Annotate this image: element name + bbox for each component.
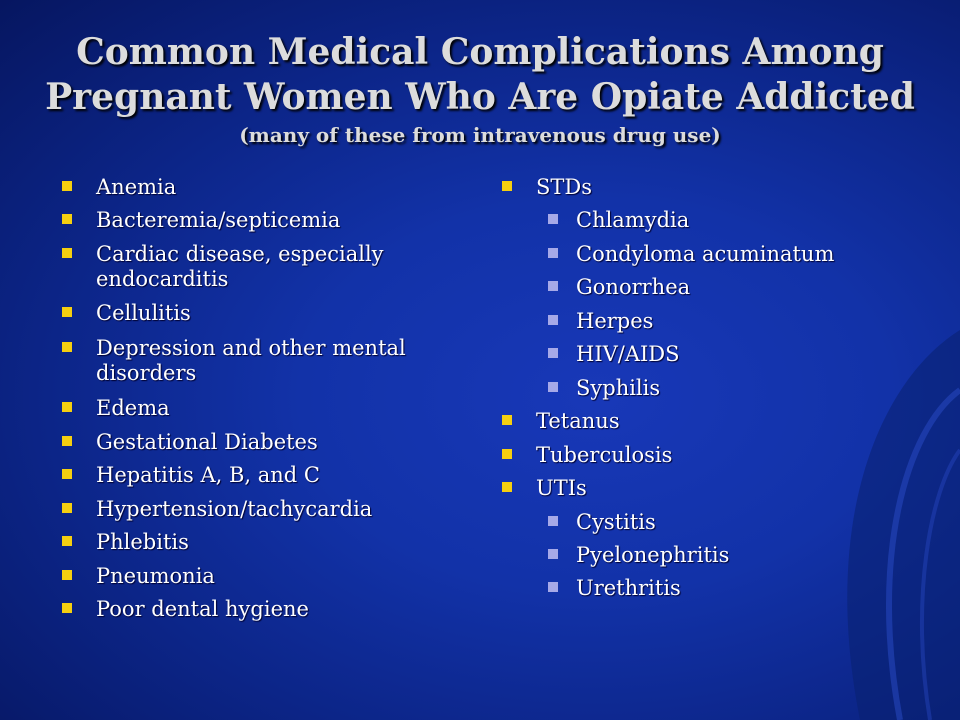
title-line-2: Pregnant Women Who Are Opiate Addicted (45, 76, 915, 118)
square-bullet-icon (62, 181, 72, 191)
slide-title (0, 30, 960, 148)
square-bullet-icon (62, 503, 72, 513)
square-bullet-icon (548, 248, 558, 258)
square-bullet-icon (548, 382, 558, 392)
square-bullet-icon (548, 516, 558, 526)
square-bullet-icon (548, 582, 558, 592)
right-bullet-list: STDs Chlamydia Condyloma acuminatum Gonorrhea Herpes HIV/AIDS Syphilis Tetanus Tuberculosis UTIs Cystitis Pyelonephritis Urethritis (502, 174, 922, 604)
square-bullet-icon (502, 449, 512, 459)
square-bullet-icon (62, 436, 72, 446)
square-bullet-icon (62, 307, 72, 317)
square-bullet-icon (502, 181, 512, 191)
square-bullet-icon (62, 603, 72, 613)
square-bullet-icon (548, 348, 558, 358)
square-bullet-icon (548, 281, 558, 291)
left-bullet-list: Anemia Bacteremia/septicemia Cardiac disease, especially endocarditis Cellulitis Depression and other mental disorders Edema Gestational Diabetes Hepatitis A, B, and C Hypertension/tachycardia Phlebitis Pneumonia Poor dental hygiene (62, 174, 462, 634)
title-line-1: Common Medical Complications Among (76, 31, 884, 73)
square-bullet-icon (62, 248, 72, 258)
title-subtitle: (many of these from intravenous drug use) (239, 123, 721, 147)
square-bullet-icon (62, 469, 72, 479)
square-bullet-icon (62, 214, 72, 224)
square-bullet-icon (548, 315, 558, 325)
square-bullet-icon (502, 415, 512, 425)
square-bullet-icon (62, 342, 72, 352)
square-bullet-icon (548, 549, 558, 559)
square-bullet-icon (62, 402, 72, 412)
square-bullet-icon (548, 214, 558, 224)
square-bullet-icon (62, 570, 72, 580)
square-bullet-icon (502, 482, 512, 492)
square-bullet-icon (62, 536, 72, 546)
